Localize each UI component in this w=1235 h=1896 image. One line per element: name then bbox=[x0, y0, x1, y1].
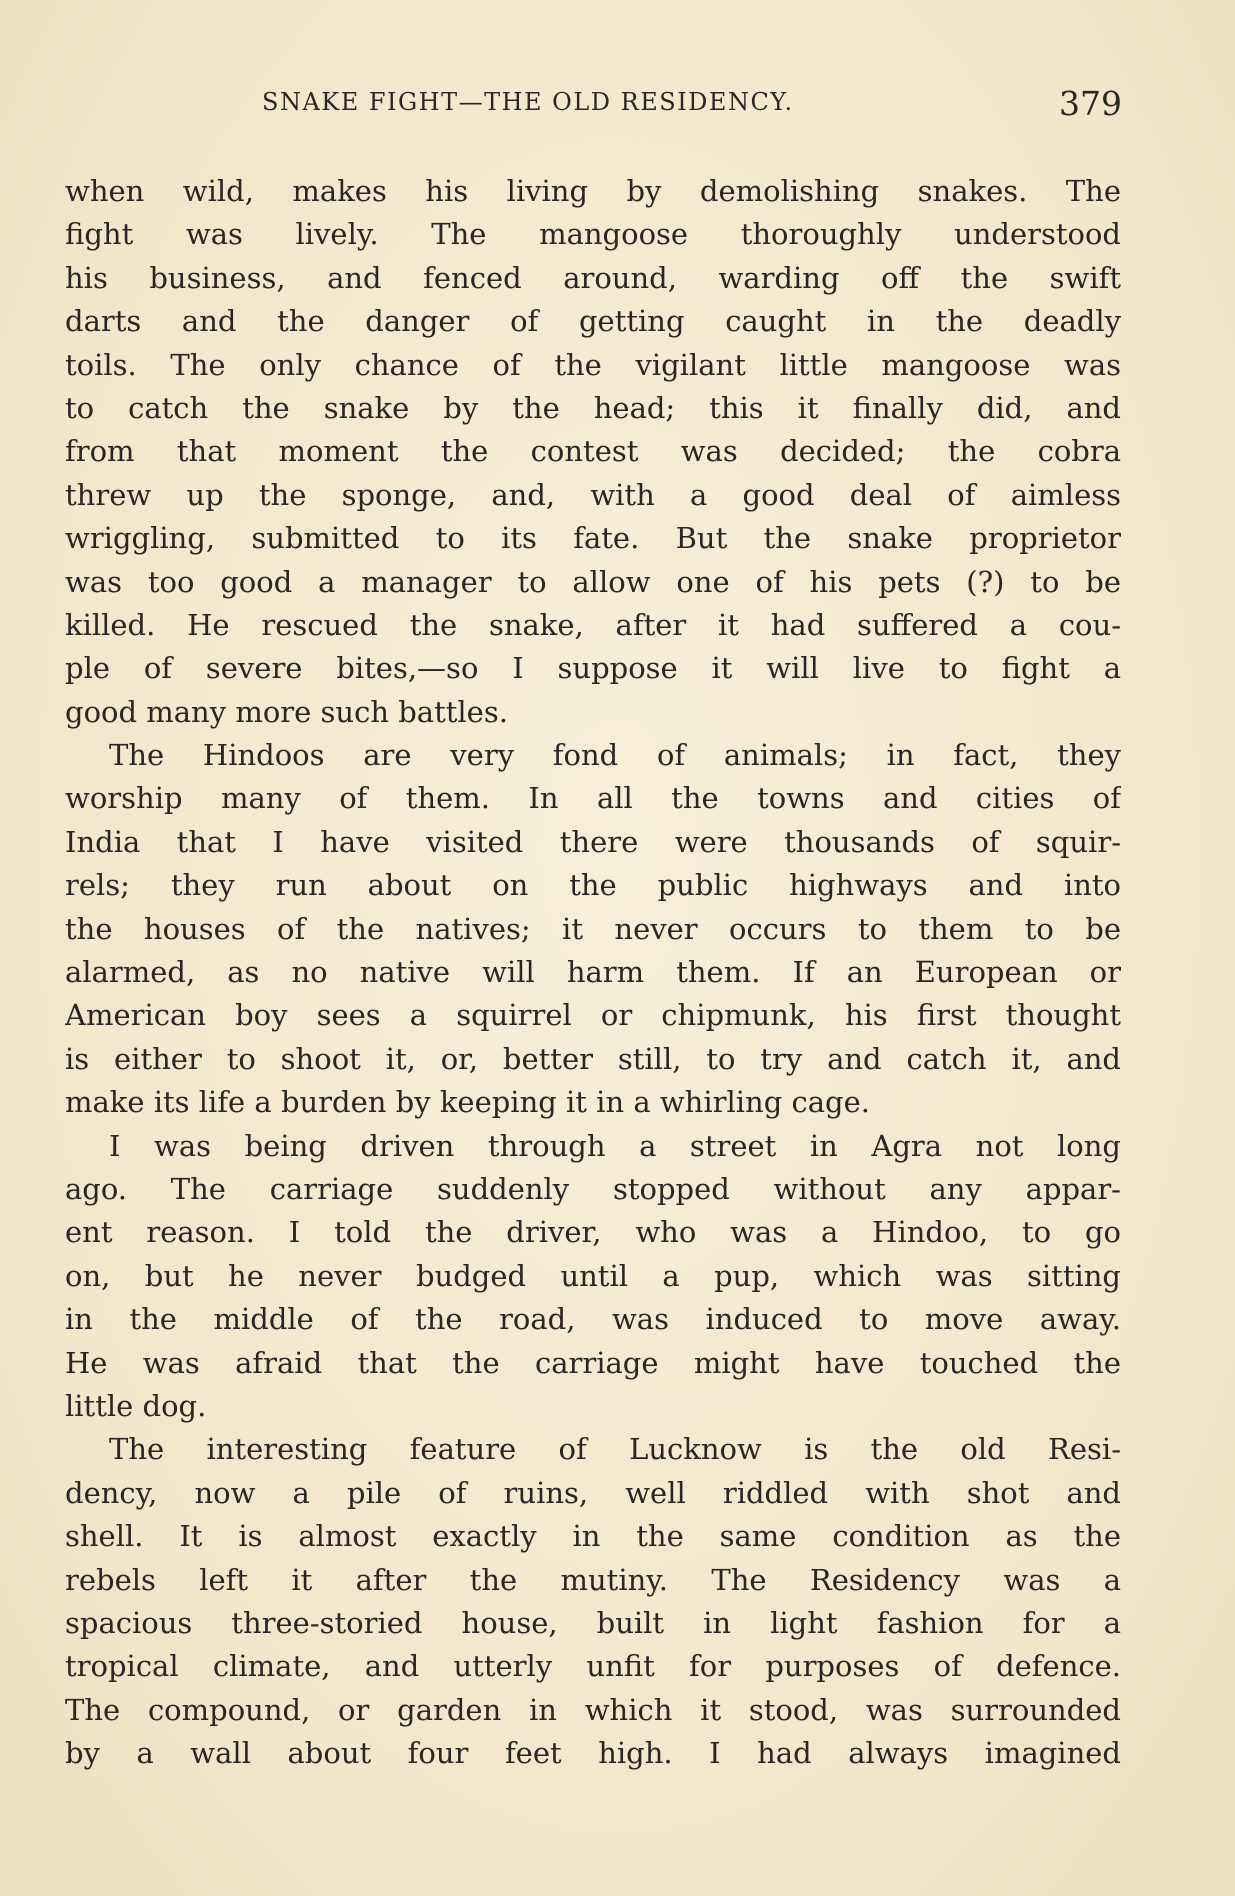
text-line: fight was lively. The mangoose thoroughly understood bbox=[65, 217, 1121, 252]
paragraph-end-line: little dog. bbox=[65, 1388, 207, 1423]
text-line: worship many of them. In all the towns and cities of bbox=[65, 781, 1121, 816]
text-line: was too good a manager to allow one of his pets (?) to be bbox=[65, 564, 1121, 599]
page-number: 379 bbox=[1059, 84, 1122, 123]
text-line: rels; they run about on the public highways and into bbox=[65, 868, 1121, 903]
text-line: is either to shoot it, or, better still, to try and catch it, and bbox=[65, 1041, 1121, 1076]
paragraph-end-line: make its life a burden by keeping it in a whirling cage. bbox=[65, 1085, 870, 1120]
text-line: killed. He rescued the snake, after it had suffered a cou- bbox=[65, 607, 1121, 642]
body-text bbox=[65, 170, 1121, 1775]
text-line: The compound, or garden in which it stood, was surrounded bbox=[65, 1692, 1121, 1727]
text-line: shell. It is almost exactly in the same condition as the bbox=[65, 1519, 1121, 1554]
text-line: ago. The carriage suddenly stopped without any appar- bbox=[65, 1171, 1121, 1206]
text-line: tropical climate, and utterly unfit for purposes of defence. bbox=[65, 1649, 1121, 1684]
text-line: India that I have visited there were thousands of squir- bbox=[65, 824, 1121, 859]
text-line: American boy sees a squirrel or chipmunk, his first thought bbox=[65, 998, 1121, 1033]
paragraph-end-line: good many more such battles. bbox=[65, 694, 508, 729]
text-line: rebels left it after the mutiny. The Residency was a bbox=[65, 1562, 1121, 1597]
text-line: by a wall about four feet high. I had always imagined bbox=[65, 1736, 1121, 1771]
running-title: SNAKE FIGHT—THE OLD RESIDENCY. bbox=[262, 88, 794, 116]
paragraph-start-line: I was being driven through a street in Agra not long bbox=[109, 1128, 1121, 1163]
text-line: ple of severe bites,—so I suppose it will live to fight a bbox=[65, 651, 1121, 686]
text-line: the houses of the natives; it never occurs to them to be bbox=[65, 911, 1121, 946]
text-line: wriggling, submitted to its fate. But the snake proprietor bbox=[65, 521, 1121, 556]
text-line: his business, and fenced around, warding off the swift bbox=[65, 260, 1121, 295]
text-line: toils. The only chance of the vigilant little mangoose was bbox=[65, 347, 1121, 382]
text-line: in the middle of the road, was induced to move away. bbox=[65, 1302, 1121, 1337]
text-line: threw up the sponge, and, with a good deal of aimless bbox=[65, 477, 1121, 512]
running-header bbox=[262, 84, 1132, 124]
text-line: when wild, makes his living by demolishing snakes. The bbox=[65, 174, 1121, 208]
text-line: on, but he never budged until a pup, which was sitting bbox=[65, 1258, 1121, 1293]
text-line: to catch the snake by the head; this it finally did, and bbox=[65, 390, 1121, 425]
text-line: ent reason. I told the driver, who was a Hindoo, to go bbox=[65, 1215, 1121, 1250]
paragraph-start-line: The Hindoos are very fond of animals; in fact, they bbox=[109, 738, 1121, 773]
text-line: spacious three-storied house, built in light fashion for a bbox=[65, 1605, 1121, 1640]
text-line: He was afraid that the carriage might have touched the bbox=[65, 1345, 1121, 1380]
paragraph-start-line: The interesting feature of Lucknow is the old Resi- bbox=[109, 1432, 1121, 1467]
text-line: from that moment the contest was decided; the cobra bbox=[65, 434, 1121, 469]
text-line: dency, now a pile of ruins, well riddled with shot and bbox=[65, 1475, 1121, 1510]
text-line: alarmed, as no native will harm them. If an European or bbox=[65, 955, 1121, 990]
text-line: darts and the danger of getting caught in the deadly bbox=[65, 304, 1121, 339]
